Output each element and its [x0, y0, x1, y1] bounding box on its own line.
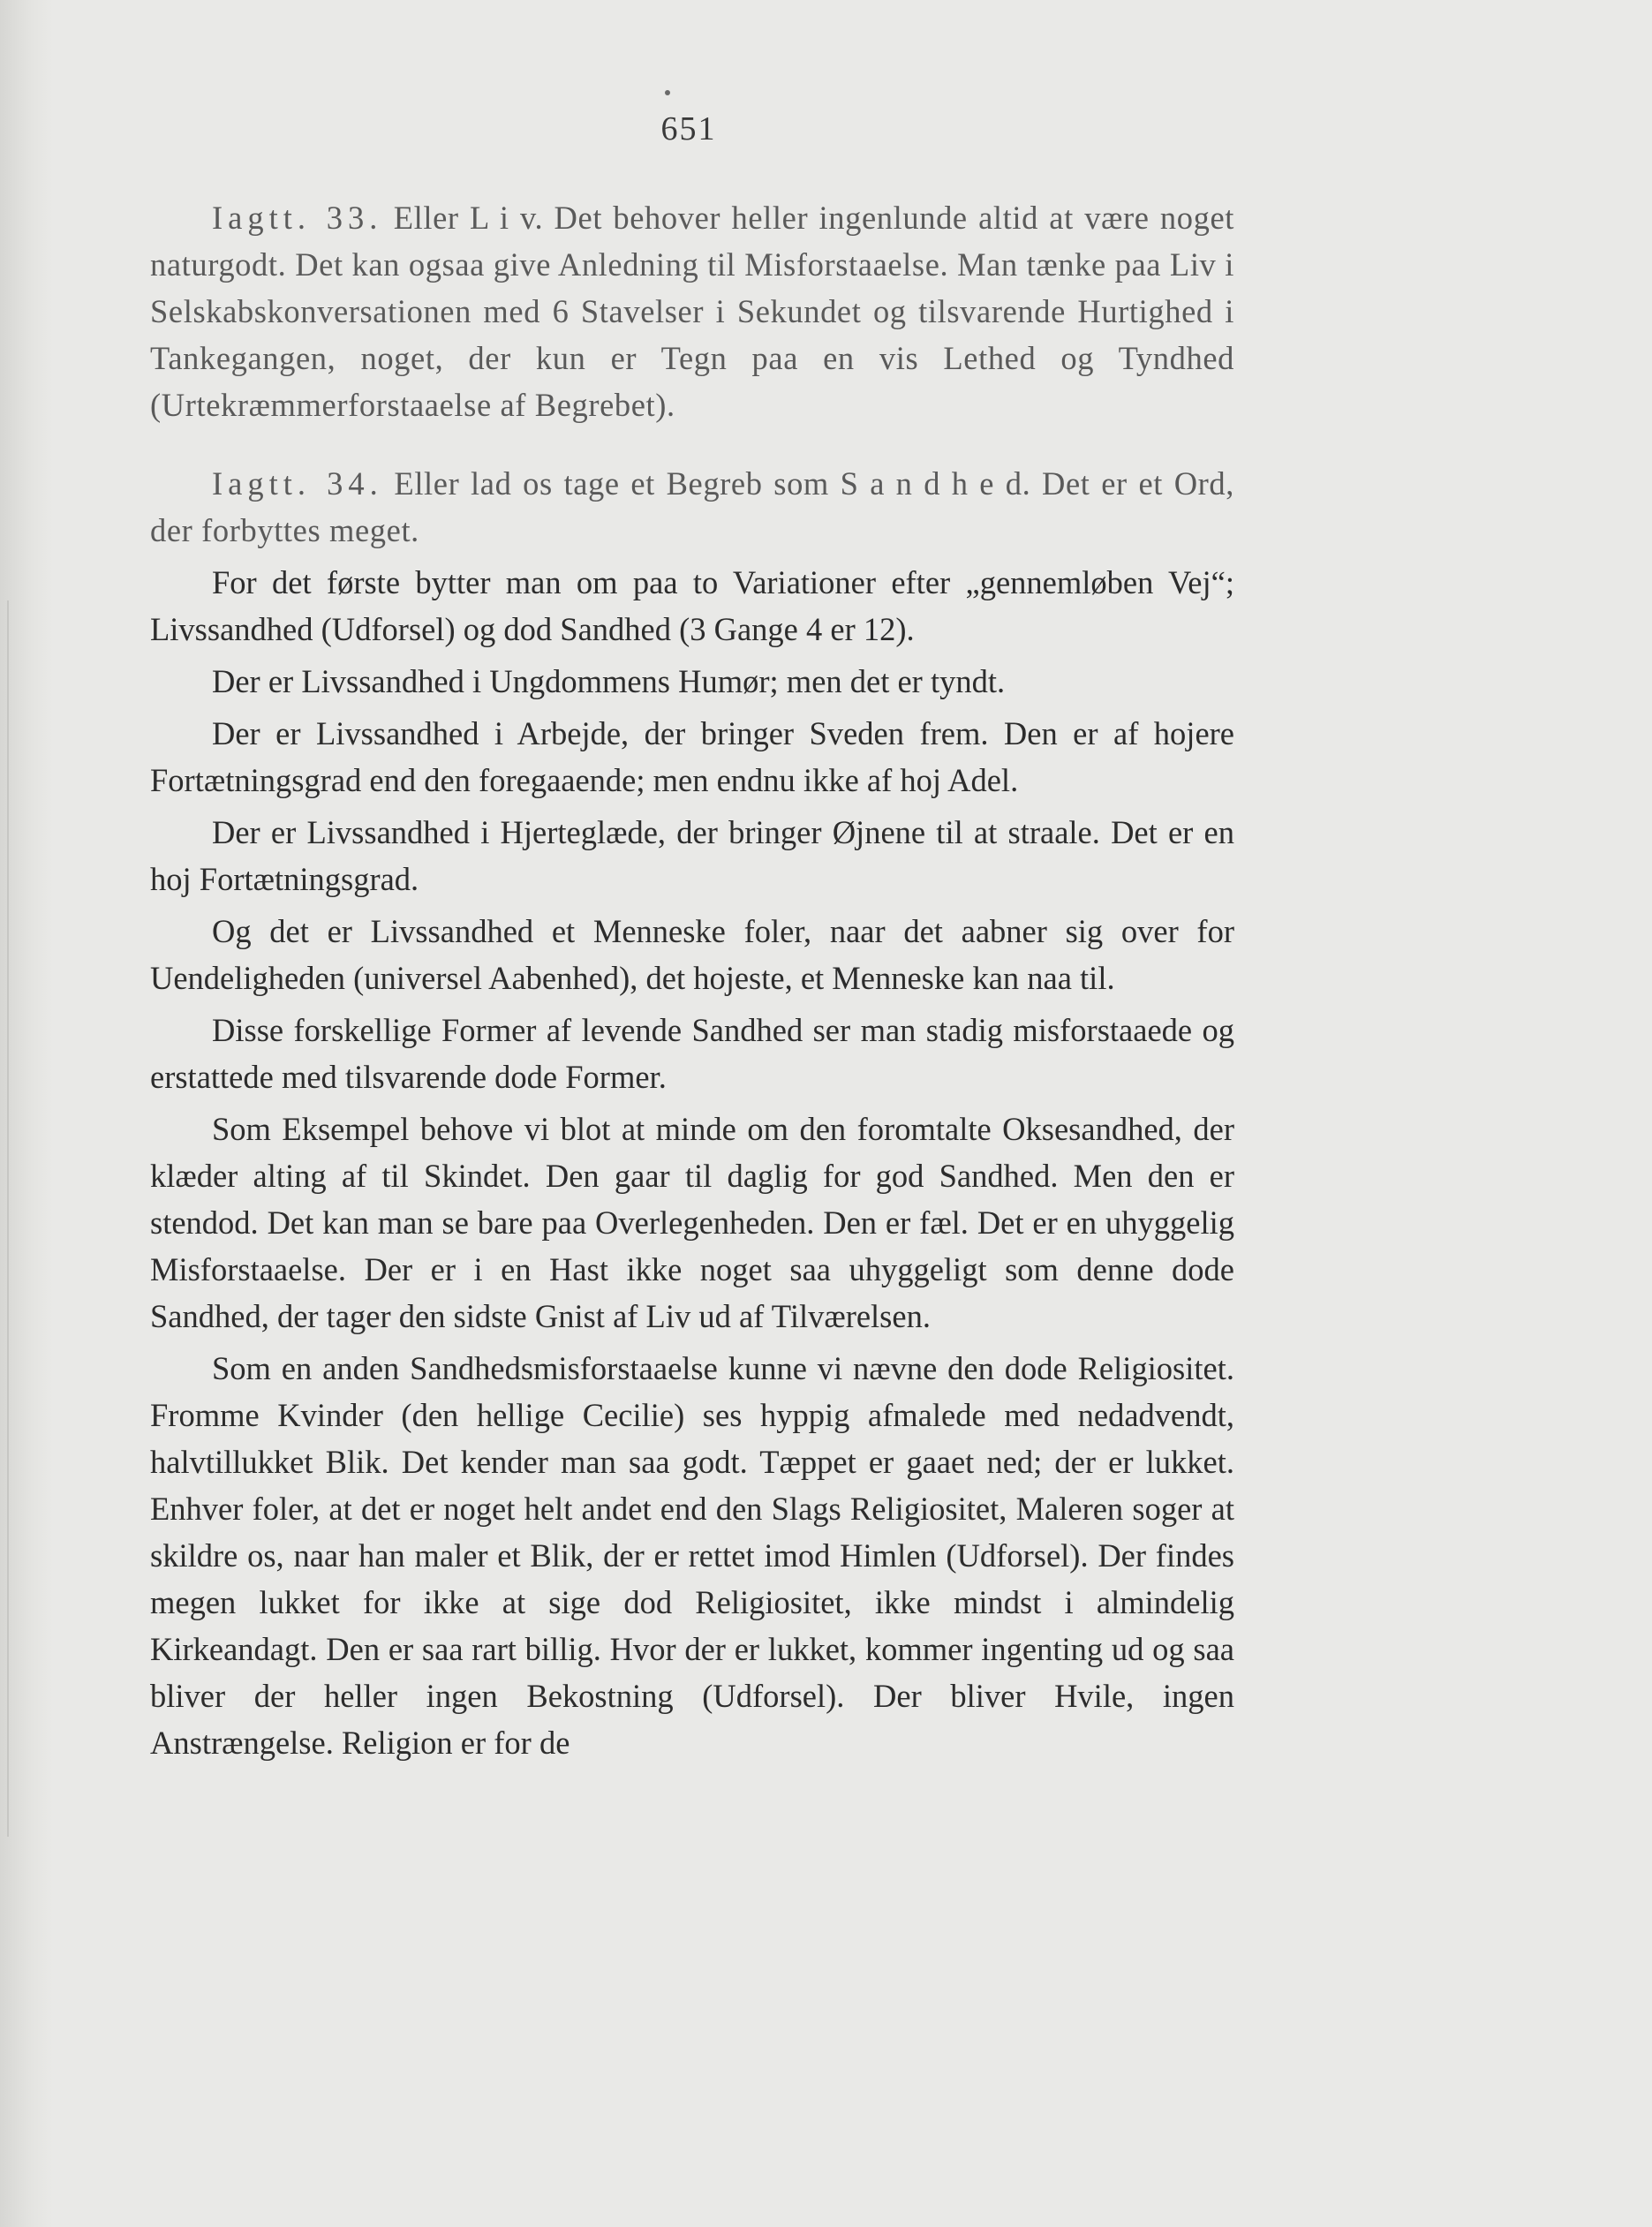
paragraph-text: Eller lad os tage et Begreb som S a n d h e d. Det er et Ord, der forbyttes meget.	[150, 465, 1235, 548]
paragraph: Som Eksempel behove vi blot at minde om den foromtalte Oksesandhed, der klæder alting af til Skindet. Den gaar til daglig for god Sandhed. Men den er stendod. Det kan man se bare paa Overlegenheden. Den er fæl. Det er en uhyggelig Misforstaaelse. Der er i en Hast ikke noget saa uhyggeligt som denne dode Sandhed, der tager den sidste Gnist af Liv ud af Tilværelsen.	[150, 1111, 1234, 1334]
body-text	[150, 194, 1234, 1766]
paragraph-lead: Iagtt. 33.	[212, 200, 383, 236]
paragraph: Der er Livssandhed i Hjerteglæde, der bringer Øjnene til at straale. Det er en hoj Fortætningsgrad.	[150, 814, 1234, 897]
paragraph: Og det er Livssandhed et Menneske foler, naar det aabner sig over for Uendeligheden (universel Aabenhed), det hojeste, et Menneske kan naa til.	[150, 913, 1234, 996]
paragraph: Der er Livssandhed i Arbejde, der bringer Sveden frem. Den er af hojere Fortætningsgrad end den foregaaende; men endnu ikke af hoj Adel.	[150, 715, 1234, 798]
paragraph: Der er Livssandhed i Ungdommens Humør; men det er tyndt.	[212, 663, 1006, 699]
binding-gutter-line	[7, 600, 9, 1837]
paragraph-text: Eller L i v. Det behover heller ingenlunde altid at være noget naturgodt. Det kan ogsaa give Anledning til Misforstaaelse. Man tænke paa Liv i Selskabskonversationen med 6 Stavelser i Sekundet og tilsvarende Hurtighed i Tankegangen, noget, der kun er Tegn paa en vis Lethed og Tyndhed (Urtekræmmerforstaaelse af Begrebet).	[150, 200, 1234, 423]
paragraph-lead: Iagtt. 34.	[212, 465, 383, 502]
paragraph: Som en anden Sandhedsmisforstaaelse kunne vi nævne den dode Religiositet. Fromme Kvinder (den hellige Cecilie) ses hyppig afmalede med nedadvendt, halvtillukket Blik. Det kender man saa godt. Tæppet er gaaet ned; der er lukket. Enhver foler, at det er noget helt andet end den Slags Religiositet, Maleren soger at skildre os, naar han maler et Blik, der er rettet imod Himlen (Udforsel). Der findes megen lukket for ikke at sige dod Religiositet, ikke mindst i almindelig Kirkeandagt. Den er saa rart billig. Hvor der er lukket, kommer ingenting ud og saa bliver der heller ingen Bekostning (Udforsel). Der bliver Hvile, ingen Anstrængelse. Religion er for de	[150, 1350, 1234, 1761]
paragraph: For det første bytter man om paa to Variationer efter „gennemløben Vej“; Livssandhed (Udforsel) og dod Sandhed (3 Gange 4 er 12).	[150, 564, 1234, 647]
paragraph: Disse forskellige Former af levende Sandhed ser man stadig misforstaaede og erstattede med tilsvarende dode Former.	[150, 1012, 1234, 1095]
page-mark	[665, 90, 670, 95]
paragraph-iagtt-33	[150, 194, 1234, 428]
page-number: 651	[660, 110, 717, 147]
paragraph-iagtt-34	[150, 460, 1234, 554]
